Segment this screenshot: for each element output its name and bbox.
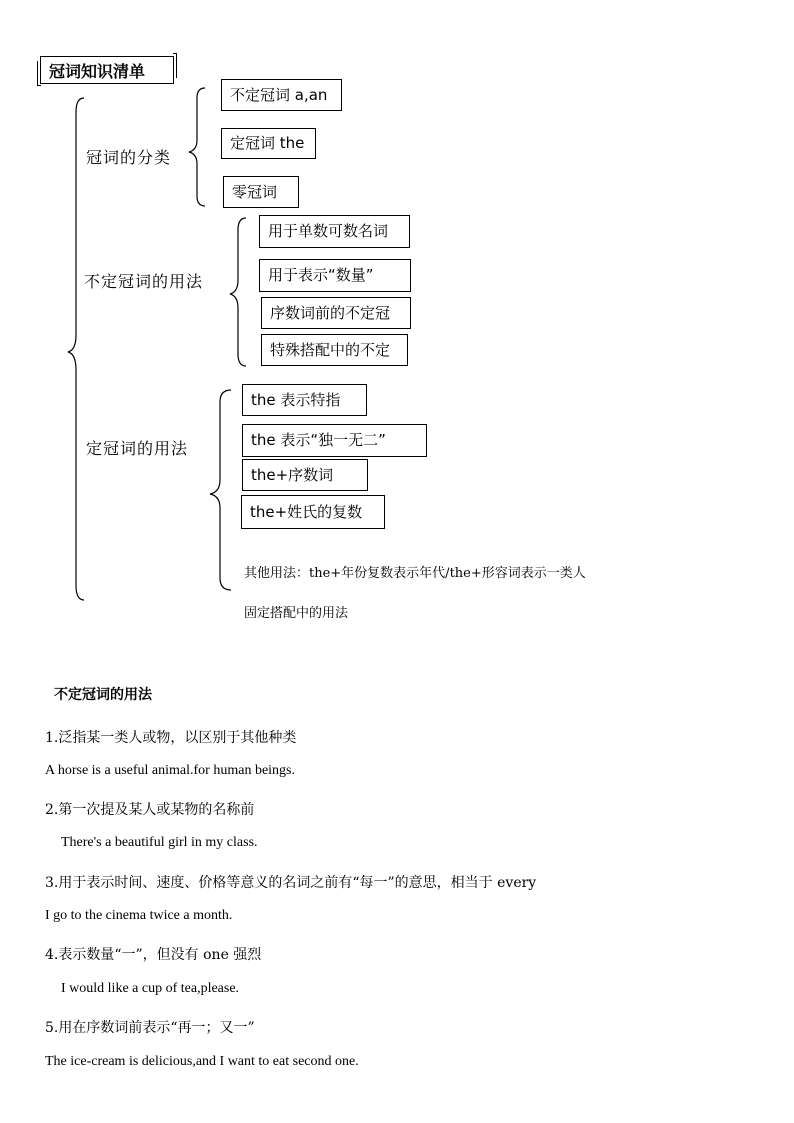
item-the-specific: the 表示特指: [242, 384, 367, 416]
item-singular-countable: 用于单数可数名词: [259, 215, 410, 248]
main-brace: [68, 98, 84, 600]
section-title: 不定冠词的用法: [54, 687, 152, 703]
rule-5: 5.用在序数词前表示“再一；又一”: [45, 1020, 255, 1036]
note-fixed-collocation: 固定搭配中的用法: [244, 606, 349, 621]
brace-indefinite: [230, 218, 246, 366]
item-special-collocation: 特殊搭配中的不定: [261, 334, 408, 366]
rule-4: 4.表示数量“一”，但没有 one 强烈: [45, 947, 262, 963]
item-quantity: 用于表示“数量”: [259, 259, 411, 292]
label-classification: 冠词的分类: [86, 148, 172, 167]
outline-title: 冠词知识清单: [40, 56, 174, 84]
brace-classification: [189, 88, 205, 206]
example-5: The ice-cream is delicious,and I want to eat second one.: [45, 1054, 359, 1069]
example-4: I would like a cup of tea,please.: [61, 981, 240, 996]
item-zero-article: 零冠词: [223, 176, 299, 208]
label-definite-usage: 定冠词的用法: [86, 439, 189, 458]
rule-3: 3.用于表示时间、速度、价格等意义的名词之前有“每一”的意思，相当于 every: [45, 875, 537, 891]
label-indefinite-usage: 不定冠词的用法: [84, 272, 204, 291]
brace-definite: [210, 390, 231, 590]
item-definite-article: 定冠词 the: [221, 128, 316, 159]
rule-2: 2.第一次提及某人或某物的名称前: [45, 802, 255, 818]
item-ordinal-indefinite: 序数词前的不定冠: [261, 297, 411, 329]
example-3: I go to the cinema twice a month.: [45, 908, 233, 923]
example-2: There's a beautiful girl in my class.: [61, 835, 258, 850]
item-the-ordinal: the+序数词: [242, 459, 368, 491]
item-the-unique: the 表示“独一无二”: [242, 424, 427, 457]
note-other-usage: 其他用法：the+年份复数表示年代/the+形容词表示一类人: [244, 566, 586, 581]
item-indefinite-article: 不定冠词 a,an: [221, 79, 342, 111]
rule-1: 1.泛指某一类人或物，以区别于其他种类: [45, 730, 297, 746]
example-1: A horse is a useful animal.for human beings.: [45, 763, 296, 778]
item-the-surname-plural: the+姓氏的复数: [241, 495, 385, 529]
